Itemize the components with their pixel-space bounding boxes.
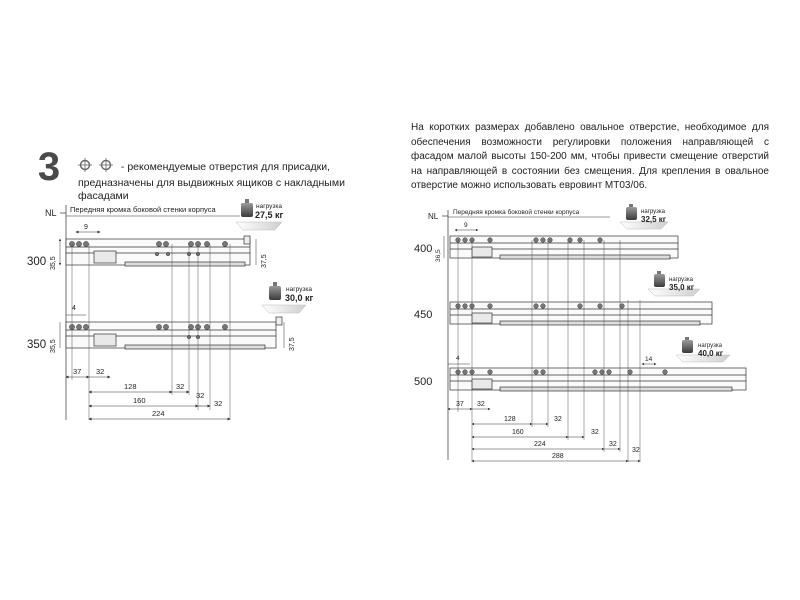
left-dim-32a: 32	[96, 367, 105, 376]
right-dim-32a: 32	[477, 401, 485, 408]
left-nl-label: NL	[45, 208, 57, 218]
left-rail-2-left-dim: 35,5	[50, 339, 57, 353]
left-rail-1-length: 300	[27, 256, 47, 268]
legend-line2: предназначены для выдвижных ящиков с накладными фасадами	[78, 176, 345, 202]
left-drawing	[27, 199, 314, 420]
right-top-dim: 9	[464, 222, 468, 229]
right-dim-224: 224	[534, 441, 546, 448]
left-rail-2-right-dim: 37,5	[289, 337, 296, 351]
right-rail-1-load-value: 32,5 кг	[641, 215, 667, 224]
right-drawing	[414, 204, 746, 462]
right-dim-32b: 32	[554, 416, 562, 423]
left-dim-32b: 32	[176, 382, 185, 391]
right-rail-2-load-value: 35,0 кг	[669, 283, 695, 292]
left-rail-1-right-dim: 37,5	[261, 254, 268, 268]
left-rail-2-load-value: 30,0 кг	[285, 293, 314, 303]
left-dim-32d: 32	[214, 399, 223, 408]
legend-dash: -	[120, 161, 125, 174]
right-slot-dim: 14	[645, 356, 653, 363]
right-rail-3-load-label: нагрузка	[698, 343, 722, 349]
step-number: 3	[37, 145, 61, 189]
left-dim-128: 128	[124, 382, 137, 391]
left-rail-1-load-value: 27,5 кг	[255, 210, 284, 220]
left-edge-label: Передняя кромка боковой стенки корпуса	[70, 205, 216, 214]
right-rail-3-length: 500	[414, 376, 433, 388]
right-nl-label: NL	[428, 212, 439, 221]
left-rail-1-load-label: нагрузка	[256, 203, 282, 210]
right-dim-288: 288	[552, 453, 564, 460]
left-rail-1-left-dim: 35,5	[50, 256, 57, 270]
left-rail-2-length: 350	[27, 339, 47, 351]
right-rail-1-length: 400	[414, 243, 433, 255]
left-rail-2-load-label: нагрузка	[286, 286, 312, 293]
left-rail-350	[27, 282, 314, 353]
left-dim-32c: 32	[196, 391, 205, 400]
right-rail-2-load-label: нагрузка	[669, 277, 693, 283]
right-dim-160: 160	[512, 429, 524, 436]
right-rail-1-load-label: нагрузка	[641, 209, 665, 215]
right-dim-128: 128	[504, 416, 516, 423]
legend-line1: рекомендуемые отверстия для присадки,	[127, 161, 330, 174]
right-offset-dim: 4	[456, 355, 460, 362]
right-left-dim: 36,5	[435, 249, 442, 262]
left-dim-37: 37	[73, 367, 82, 376]
right-dim-32e: 32	[632, 447, 640, 454]
right-dim-37: 37	[456, 401, 464, 408]
right-rail-2-length: 450	[414, 309, 433, 321]
right-dim-32c: 32	[591, 429, 599, 436]
right-dim-32d: 32	[609, 441, 617, 448]
left-dim-160: 160	[133, 396, 146, 405]
note-paragraph: На коротких размерах добавлено овальное отверстие, необходимое для обеспечения возможности регулировки положения направляющей с фасадом малой высоты 150-200 мм, чтобы привести смещение отверстий на направляющей в состоянии без смещения. Для крепления в овальное отверстие можно использовать евровинт МТ03/06.	[411, 122, 769, 192]
right-edge-label: Передняя кромка боковой стенки корпуса	[453, 209, 580, 216]
left-top-dim: 9	[84, 224, 88, 231]
right-rail-3-load-value: 40,0 кг	[698, 349, 724, 358]
left-offset-dim: 4	[72, 305, 76, 312]
left-dim-224: 224	[152, 409, 165, 418]
right-rail-450	[414, 271, 712, 325]
